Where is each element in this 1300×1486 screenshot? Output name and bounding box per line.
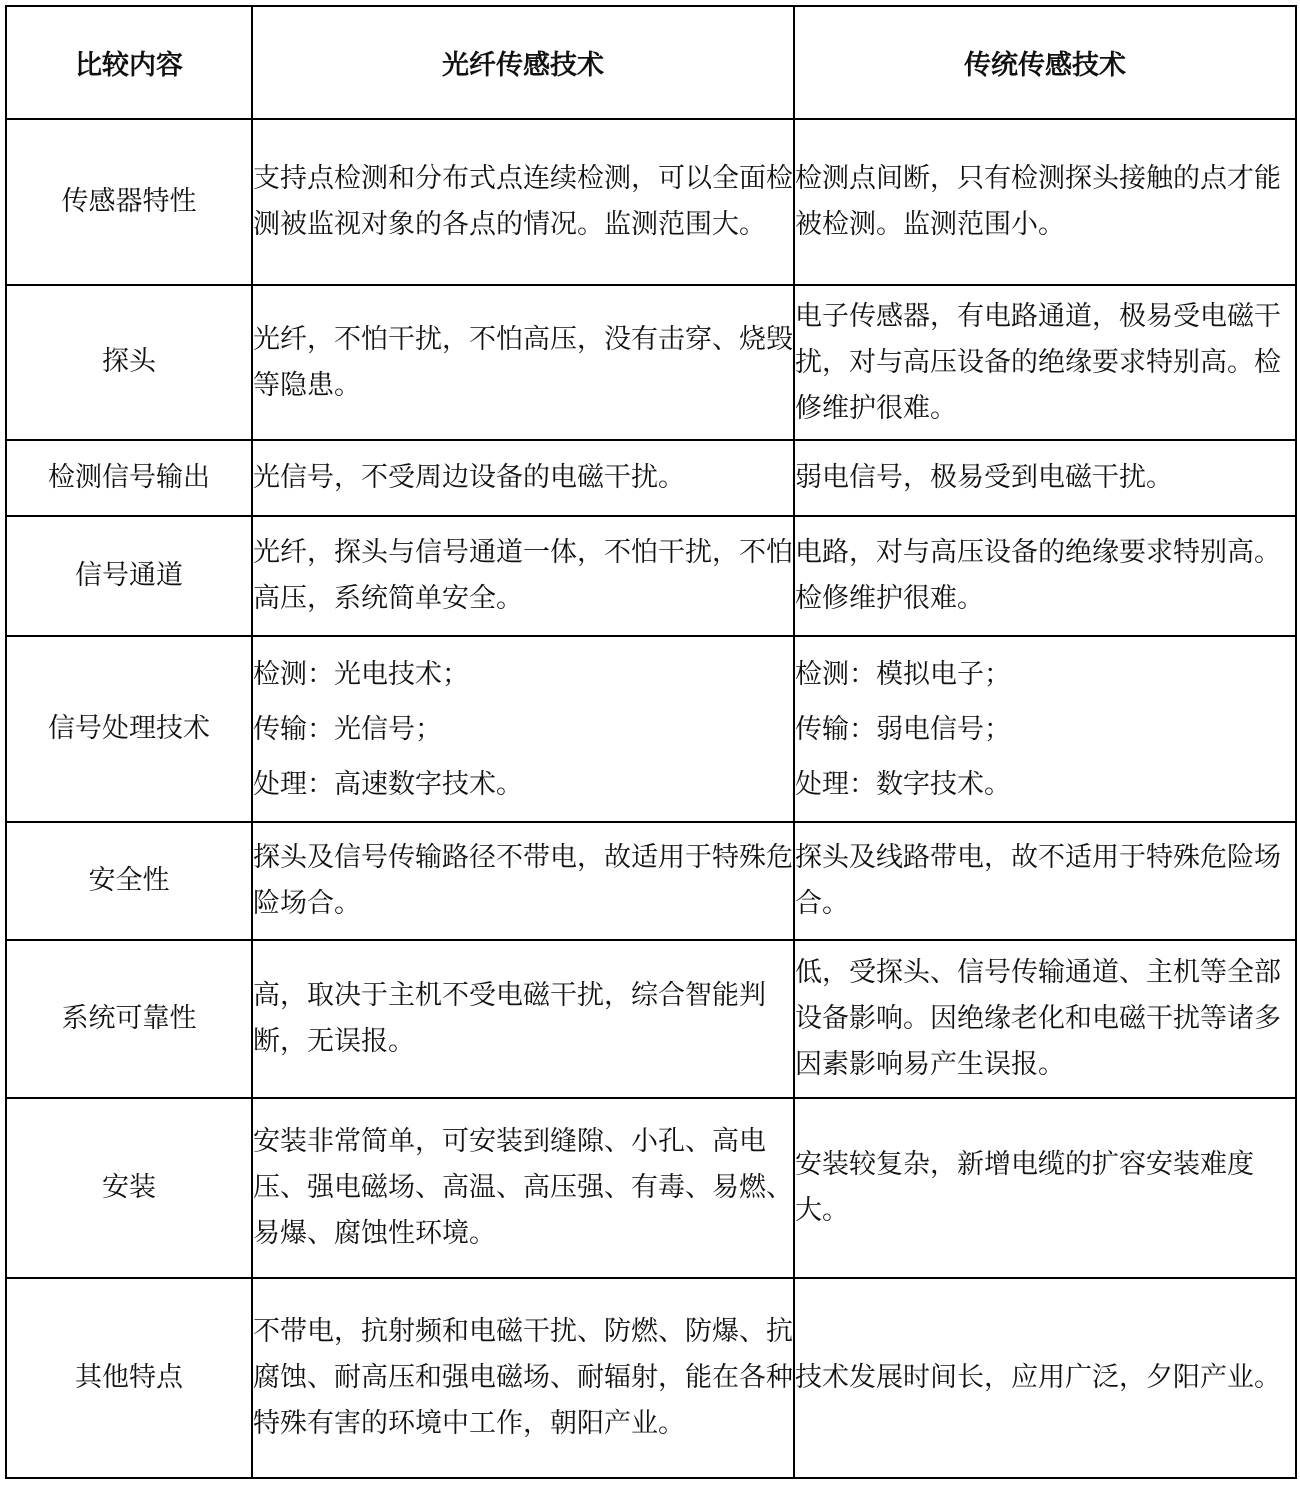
row-label: 系统可靠性	[6, 940, 252, 1098]
row-label: 信号处理技术	[6, 636, 252, 822]
traditional-cell: 探头及线路带电，故不适用于特殊危险场合。	[794, 822, 1296, 940]
fiber-cell: 不带电，抗射频和电磁干扰、防燃、防爆、抗腐蚀、耐高压和强电磁场、耐辐射，能在各种特殊有害的环境中工作，朝阳产业。	[252, 1278, 794, 1478]
table-row	[6, 822, 1296, 940]
traditional-cell	[794, 636, 1296, 822]
row-label: 安全性	[6, 822, 252, 940]
traditional-cell: 电路，对与高压设备的绝缘要求特别高。检修维护很难。	[794, 516, 1296, 636]
fiber-cell: 光信号，不受周边设备的电磁干扰。	[252, 440, 794, 516]
fiber-line: 传输：光信号；	[253, 713, 442, 745]
row-label: 检测信号输出	[6, 440, 252, 516]
table-row	[6, 516, 1296, 636]
traditional-line: 传输：弱电信号；	[795, 713, 1011, 745]
row-label: 其他特点	[6, 1278, 252, 1478]
traditional-cell: 低，受探头、信号传输通道、主机等全部设备影响。因绝缘老化和电磁干扰等诸多因素影响易产生误报。	[794, 940, 1296, 1098]
row-label: 传感器特性	[6, 119, 252, 285]
header-row	[6, 6, 1296, 119]
table-row	[6, 440, 1296, 516]
row-label: 安装	[6, 1098, 252, 1278]
table-row	[6, 636, 1296, 822]
header-traditional: 传统传感技术	[794, 6, 1296, 119]
row-label: 信号通道	[6, 516, 252, 636]
fiber-cell: 光纤，不怕干扰，不怕高压，没有击穿、烧毁等隐患。	[252, 285, 794, 440]
fiber-cell: 支持点检测和分布式点连续检测，可以全面检测被监视对象的各点的情况。监测范围大。	[252, 119, 794, 285]
fiber-cell: 探头及信号传输路径不带电，故适用于特殊危险场合。	[252, 822, 794, 940]
table-row	[6, 1278, 1296, 1478]
row-label: 探头	[6, 285, 252, 440]
traditional-cell: 技术发展时间长，应用广泛，夕阳产业。	[794, 1278, 1296, 1478]
traditional-line: 检测：模拟电子；	[795, 658, 1011, 690]
header-compare: 比较内容	[6, 6, 252, 119]
traditional-cell: 弱电信号，极易受到电磁干扰。	[794, 440, 1296, 516]
traditional-cell: 安装较复杂，新增电缆的扩容安装难度大。	[794, 1098, 1296, 1278]
table-row	[6, 285, 1296, 440]
fiber-cell: 高，取决于主机不受电磁干扰，综合智能判断，无误报。	[252, 940, 794, 1098]
table-row	[6, 940, 1296, 1098]
table-row	[6, 119, 1296, 285]
table-row	[6, 1098, 1296, 1278]
fiber-line: 检测：光电技术；	[253, 658, 469, 690]
fiber-cell: 光纤，探头与信号通道一体，不怕干扰，不怕高压，系统简单安全。	[252, 516, 794, 636]
comparison-table	[5, 5, 1297, 1479]
traditional-line: 处理：数字技术。	[795, 768, 1011, 800]
fiber-cell: 安装非常简单，可安装到缝隙、小孔、高电压、强电磁场、高温、高压强、有毒、易燃、易爆、腐蚀性环境。	[252, 1098, 794, 1278]
header-fiber: 光纤传感技术	[252, 6, 794, 119]
traditional-cell: 检测点间断，只有检测探头接触的点才能被检测。监测范围小。	[794, 119, 1296, 285]
fiber-line: 处理：高速数字技术。	[253, 768, 523, 800]
fiber-cell	[252, 636, 794, 822]
traditional-cell: 电子传感器，有电路通道，极易受电磁干扰，对与高压设备的绝缘要求特别高。检修维护很难。	[794, 285, 1296, 440]
